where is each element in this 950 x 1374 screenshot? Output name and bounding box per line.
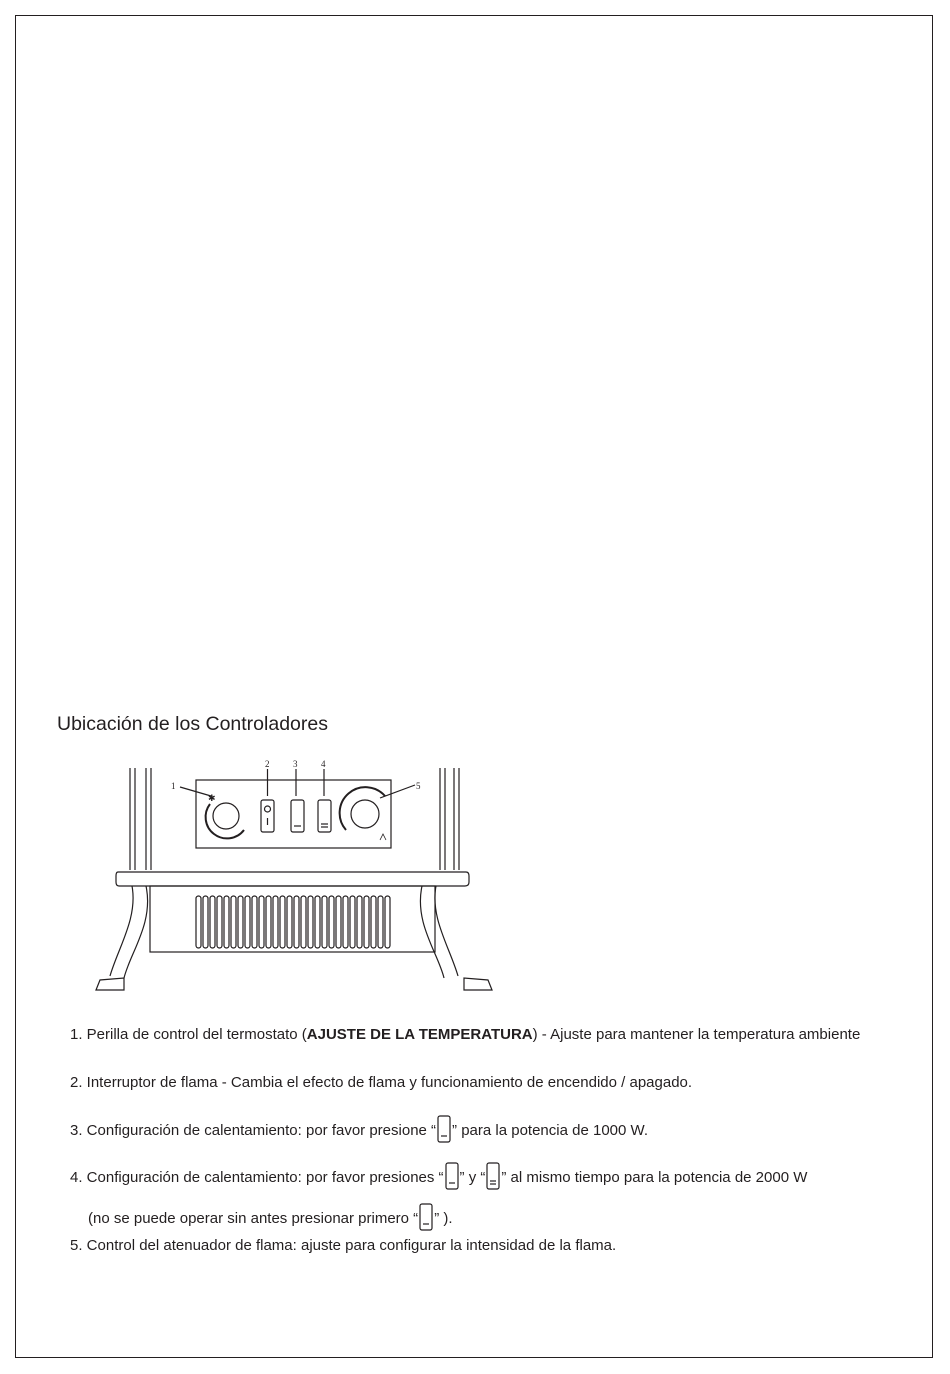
list-item-heat-2000w-note: (no se puede operar sin antes presionar primero “ ” ). bbox=[88, 1205, 453, 1233]
page-frame bbox=[15, 15, 933, 1358]
section-title: Ubicación de los Controladores bbox=[57, 713, 328, 735]
button-single-bar-icon bbox=[437, 1115, 451, 1143]
button-double-bar-icon bbox=[486, 1162, 500, 1190]
callout-5: 5 bbox=[416, 781, 421, 791]
callout-3: 3 bbox=[293, 759, 298, 769]
button-single-bar-icon bbox=[419, 1203, 433, 1231]
list-item-flame-switch: 2. Interruptor de flama - Cambia el efecto de flama y funcionamiento de encendido / apagado. bbox=[70, 1074, 693, 1091]
list-item-heat-2000w: 4. Configuración de calentamiento: por favor presiones “ ” y “ ” al mismo tiempo para la potencia de 2000 W bbox=[70, 1164, 807, 1192]
callout-2: 2 bbox=[265, 759, 270, 769]
callout-4: 4 bbox=[321, 759, 326, 769]
snowflake-icon: ✱ bbox=[208, 793, 216, 803]
list-item-heat-1000w: 3. Configuración de calentamiento: por favor presione “ ” para la potencia de 1000 W. bbox=[70, 1117, 648, 1145]
callout-1: 1 bbox=[171, 781, 176, 791]
list-item-flame-dimmer: 5. Control del atenuador de flama: ajuste para configurar la intensidad de la flama. bbox=[70, 1237, 617, 1254]
list-item-thermostat: 1. Perilla de control del termostato (AJUSTE DE LA TEMPERATURA) - Ajuste para mantener la temperatura ambiente bbox=[70, 1026, 861, 1043]
fireplace-controls-diagram bbox=[88, 758, 500, 1004]
button-single-bar-icon bbox=[445, 1162, 459, 1190]
